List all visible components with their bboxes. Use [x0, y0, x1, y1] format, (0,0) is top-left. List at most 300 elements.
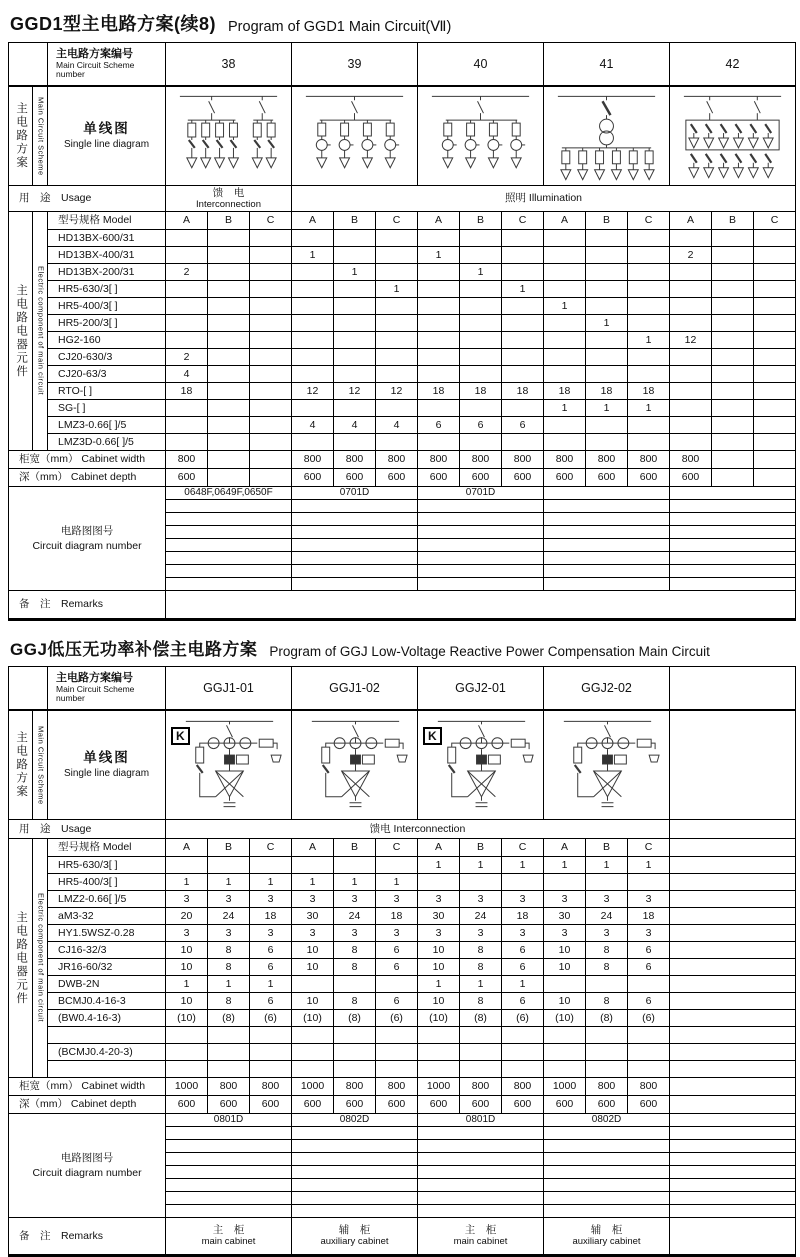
value-cell: 1 — [375, 281, 417, 297]
value-cell: 8 — [459, 993, 501, 1009]
single-line-diagram-ggj2-01 — [417, 711, 543, 819]
value-cell — [417, 1166, 543, 1178]
value-cell: 3 — [165, 925, 207, 941]
value-cell: 1 — [333, 874, 375, 890]
value-cell — [669, 552, 795, 564]
value-cell — [417, 526, 543, 538]
value-cell — [249, 451, 291, 468]
value-cell — [249, 332, 291, 348]
value-cell — [291, 857, 333, 873]
value-cell — [333, 315, 375, 331]
value-cell — [711, 383, 753, 399]
remarks-label: 备 注 Remarks — [19, 1229, 104, 1242]
remark-zh: 主 柜 — [464, 1224, 497, 1236]
value-cell: 600 — [459, 1096, 501, 1113]
value-cell — [165, 400, 207, 416]
usage-feed-zh: 馈 电 — [212, 186, 245, 199]
value-cell: 800 — [459, 451, 501, 468]
value-cell — [165, 298, 207, 314]
value-cell — [291, 500, 417, 512]
row-label: (BW0.4-16-3) — [47, 1010, 165, 1026]
value-cell — [627, 349, 669, 365]
value-cell — [543, 1179, 669, 1191]
value-cell — [543, 874, 585, 890]
value-cell — [669, 1127, 795, 1139]
value-cell — [291, 434, 333, 450]
model-header-row — [47, 212, 795, 230]
value-cell — [333, 434, 375, 450]
cabinet-depth-row — [9, 1096, 795, 1114]
value-cell: B — [459, 212, 501, 229]
value-cell — [291, 552, 417, 564]
value-cell — [165, 578, 291, 590]
remark-en: auxiliary cabinet — [320, 1236, 389, 1248]
value-cell — [291, 1027, 333, 1043]
value-cell — [753, 230, 795, 246]
value-cell — [207, 1044, 249, 1060]
value-cell — [249, 857, 291, 873]
value-cell: B — [333, 212, 375, 229]
value-cell: 3 — [459, 891, 501, 907]
value-cell: GGJ1-02 — [291, 667, 417, 709]
value-cell: B — [585, 212, 627, 229]
value-cell — [711, 332, 753, 348]
table-row — [47, 400, 795, 417]
value-cell — [249, 1061, 291, 1077]
value-cell: 600 — [543, 469, 585, 486]
value-cell: 4 — [291, 417, 333, 433]
value-cell: 0648F,0649F,0650F — [165, 487, 291, 499]
value-cell — [207, 451, 249, 468]
value-cell — [543, 434, 585, 450]
value-cell: 40 — [417, 43, 543, 85]
single-line-diagram-label — [47, 87, 165, 185]
value-cell — [753, 383, 795, 399]
value-cell — [333, 298, 375, 314]
value-cell — [459, 349, 501, 365]
value-cell: 3 — [375, 925, 417, 941]
value-cell — [417, 1061, 459, 1077]
value-cell: 800 — [249, 1078, 291, 1095]
value-cell: 6 — [249, 993, 291, 1009]
value-cell — [585, 1044, 627, 1060]
value-cell: 6 — [417, 417, 459, 433]
value-cell — [543, 526, 669, 538]
value-cell — [585, 247, 627, 263]
cabinet-width-row — [9, 451, 795, 469]
row-label: HY1.5WSZ-0.28 — [47, 925, 165, 941]
value-cell — [543, 247, 585, 263]
value-cell — [291, 1192, 417, 1204]
value-cell — [417, 1140, 543, 1152]
value-cell — [585, 976, 627, 992]
value-cell: 18 — [585, 383, 627, 399]
circuit-diagram-grid — [165, 487, 795, 590]
value-cell — [669, 667, 795, 709]
value-cell: 3 — [375, 891, 417, 907]
remarks-main-cabinet-1 — [165, 1218, 291, 1254]
value-cell — [165, 1179, 291, 1191]
value-cell: (6) — [249, 1010, 291, 1026]
value-cell — [669, 908, 795, 924]
value-cell — [459, 247, 501, 263]
value-cell — [207, 857, 249, 873]
value-cell — [375, 349, 417, 365]
remarks-row — [9, 1218, 795, 1254]
value-cell: 38 — [165, 43, 291, 85]
value-cell — [375, 315, 417, 331]
value-cell — [627, 247, 669, 263]
scheme-number-label — [47, 43, 165, 85]
value-cell — [375, 1027, 417, 1043]
value-cell: 3 — [333, 891, 375, 907]
circuit-label-en: Circuit diagram number — [32, 539, 142, 552]
value-cell: 1 — [459, 976, 501, 992]
scheme-number-header-row — [9, 667, 795, 711]
value-cell: 3 — [585, 925, 627, 941]
value-cell: 1 — [627, 332, 669, 348]
section2-title-en: Program of GGJ Low-Voltage Reactive Power Compensation Main Circuit — [269, 644, 710, 659]
table-row — [47, 434, 795, 450]
row-label: HD13BX-200/31 — [47, 264, 165, 280]
components-grid — [47, 212, 795, 450]
value-cell — [543, 1140, 669, 1152]
table-row — [47, 281, 795, 298]
value-cell — [291, 1061, 333, 1077]
row-label: CJ16-32/3 — [47, 942, 165, 958]
circuit-drawing-41 — [544, 87, 669, 185]
value-cell: 600 — [501, 469, 543, 486]
value-cell — [417, 366, 459, 382]
table-row — [47, 264, 795, 281]
value-cell — [375, 857, 417, 873]
value-cell — [165, 281, 207, 297]
value-cell: 800 — [585, 1078, 627, 1095]
value-cell — [249, 469, 291, 486]
row-label: LMZ2-0.66[ ]/5 — [47, 891, 165, 907]
value-cell — [207, 332, 249, 348]
value-cell — [333, 1027, 375, 1043]
table-row — [47, 891, 795, 908]
value-cell: 800 — [291, 451, 333, 468]
value-cell — [249, 366, 291, 382]
value-cell: 800 — [627, 451, 669, 468]
value-cell: (8) — [207, 1010, 249, 1026]
table-row — [47, 366, 795, 383]
value-cell: 600 — [501, 1096, 543, 1113]
value-cell — [669, 1010, 795, 1026]
value-cell: 10 — [417, 942, 459, 958]
value-cell — [543, 1061, 585, 1077]
value-cell: 10 — [543, 942, 585, 958]
value-cell: 0801D — [417, 1114, 543, 1126]
value-cell: C — [501, 212, 543, 229]
value-cell: 3 — [627, 891, 669, 907]
value-cell — [711, 400, 753, 416]
table-row — [47, 298, 795, 315]
value-cell — [165, 1044, 207, 1060]
value-cell — [249, 298, 291, 314]
value-cell: C — [375, 839, 417, 856]
value-cell — [669, 1179, 795, 1191]
value-cell: 3 — [165, 891, 207, 907]
value-cell — [291, 1044, 333, 1060]
value-cell — [501, 315, 543, 331]
value-cell — [669, 839, 795, 856]
value-cell — [669, 1205, 795, 1217]
value-cell: 0801D — [165, 1114, 291, 1126]
value-cell — [291, 264, 333, 280]
cabinet-depth-label: 深（mm） Cabinet depth — [19, 1098, 137, 1111]
single-line-diagram-42 — [669, 87, 795, 185]
value-cell — [543, 539, 669, 551]
value-cell: 24 — [459, 908, 501, 924]
value-cell: 600 — [585, 1096, 627, 1113]
value-cell — [711, 298, 753, 314]
value-cell: 1000 — [417, 1078, 459, 1095]
row-label: HG2-160 — [47, 332, 165, 348]
sidebar-electric-component-en: Electric component of main circuit — [32, 212, 47, 450]
value-cell — [417, 513, 543, 525]
value-cell — [669, 1061, 795, 1077]
circuit-diagram-number-label — [9, 487, 165, 590]
electric-components-band — [9, 839, 795, 1078]
cabinet-width-row — [9, 1078, 795, 1096]
scheme-number-label-zh: 主电路方案编号 — [56, 671, 133, 684]
scheme-number-label-en1: Main Circuit Scheme — [56, 59, 135, 70]
value-cell: 600 — [207, 1096, 249, 1113]
value-cell: 6 — [375, 959, 417, 975]
table-row — [47, 874, 795, 891]
value-cell: 1 — [165, 976, 207, 992]
value-cell — [417, 552, 543, 564]
value-cell: 600 — [627, 469, 669, 486]
value-cell: 4 — [165, 366, 207, 382]
value-cell — [417, 349, 459, 365]
value-cell: B — [459, 839, 501, 856]
value-cell — [543, 332, 585, 348]
value-cell — [459, 1044, 501, 1060]
circuit-diagram-number-label — [9, 1114, 165, 1217]
value-cell — [543, 500, 669, 512]
value-cell: 12 — [375, 383, 417, 399]
circuit-diagram-grid — [165, 1114, 795, 1217]
row-label: CJ20-63/3 — [47, 366, 165, 382]
table-row — [47, 417, 795, 434]
value-cell: C — [627, 839, 669, 856]
table-row — [47, 315, 795, 332]
value-cell: 800 — [333, 1078, 375, 1095]
value-cell — [291, 1140, 417, 1152]
value-cell — [249, 230, 291, 246]
value-cell — [375, 434, 417, 450]
value-cell: 6 — [501, 942, 543, 958]
value-cell — [165, 434, 207, 450]
sidebar-main-circuit-scheme-zh: 主电路方案 — [15, 102, 28, 170]
value-cell: A — [669, 212, 711, 229]
value-cell — [291, 281, 333, 297]
value-cell — [669, 891, 795, 907]
value-cell — [711, 315, 753, 331]
value-cell — [627, 298, 669, 314]
value-cell: 1 — [375, 874, 417, 890]
circuit-number-row — [165, 487, 795, 500]
table-row — [47, 247, 795, 264]
value-cell: 10 — [165, 993, 207, 1009]
table-row — [165, 1140, 795, 1153]
ggj-scheme-table — [8, 666, 796, 1257]
value-cell: 6 — [501, 959, 543, 975]
value-cell — [291, 976, 333, 992]
value-cell — [291, 1166, 417, 1178]
value-cell — [711, 417, 753, 433]
value-cell — [417, 1044, 459, 1060]
value-cell: 800 — [165, 451, 207, 468]
value-cell: 800 — [375, 451, 417, 468]
remarks-main-cabinet-2 — [417, 1218, 543, 1254]
value-cell — [585, 332, 627, 348]
value-cell — [291, 578, 417, 590]
table-row — [165, 1205, 795, 1217]
value-cell: C — [501, 839, 543, 856]
value-cell: 30 — [543, 908, 585, 924]
value-cell — [207, 366, 249, 382]
value-cell: 2 — [669, 247, 711, 263]
value-cell: (8) — [459, 1010, 501, 1026]
value-cell: 600 — [333, 469, 375, 486]
table-row — [47, 959, 795, 976]
table-row — [165, 513, 795, 526]
value-cell: 1 — [585, 857, 627, 873]
value-cell — [711, 230, 753, 246]
value-cell — [711, 434, 753, 450]
value-cell — [417, 281, 459, 297]
value-cell: 600 — [585, 469, 627, 486]
value-cell: (10) — [543, 1010, 585, 1026]
value-cell — [669, 487, 795, 499]
table-row — [165, 1166, 795, 1179]
value-cell — [249, 417, 291, 433]
value-cell: 24 — [207, 908, 249, 924]
k-marker: K — [423, 727, 442, 745]
value-cell — [165, 526, 291, 538]
value-cell: 1 — [501, 857, 543, 873]
value-cell — [417, 264, 459, 280]
value-cell — [291, 1205, 417, 1217]
row-label: RTO-[ ] — [47, 383, 165, 399]
value-cell: 800 — [543, 451, 585, 468]
value-cell — [669, 857, 795, 873]
single-line-diagram-40 — [417, 87, 543, 185]
value-cell: 30 — [291, 908, 333, 924]
value-cell — [459, 874, 501, 890]
value-cell — [669, 1044, 795, 1060]
value-cell — [501, 1061, 543, 1077]
row-label: HR5-400/3[ ] — [47, 298, 165, 314]
table-row — [165, 1153, 795, 1166]
value-cell — [333, 857, 375, 873]
value-cell: 6 — [627, 993, 669, 1009]
usage-row — [9, 186, 795, 212]
value-cell — [669, 230, 711, 246]
model-header-label: 型号规格 Model — [47, 212, 165, 229]
value-cell: 10 — [417, 959, 459, 975]
value-cell — [627, 281, 669, 297]
remark-en: main cabinet — [201, 1236, 256, 1248]
scheme-number-label-zh: 主电路方案编号 — [56, 47, 133, 60]
sidebar-electric-component-en: Electric component of main circuit — [32, 839, 47, 1077]
value-cell — [375, 976, 417, 992]
value-cell: 8 — [207, 959, 249, 975]
value-cell: 12 — [291, 383, 333, 399]
value-cell: 12 — [333, 383, 375, 399]
value-cell — [543, 315, 585, 331]
value-cell — [291, 539, 417, 551]
cabinet-depth-label: 深（mm） Cabinet depth — [19, 471, 137, 484]
circuit-diagram-number-band — [9, 487, 795, 591]
table-row — [47, 976, 795, 993]
value-cell: 12 — [669, 332, 711, 348]
value-cell — [165, 1153, 291, 1165]
value-cell: 800 — [207, 1078, 249, 1095]
single-line-diagram-row — [9, 87, 795, 186]
table-row — [47, 857, 795, 874]
sidebar-main-circuit-scheme-zh: 主电路方案 — [15, 731, 28, 799]
value-cell: 2 — [165, 349, 207, 365]
value-cell: 3 — [333, 925, 375, 941]
table-row — [47, 993, 795, 1010]
value-cell — [753, 434, 795, 450]
value-cell — [291, 366, 333, 382]
value-cell — [417, 1205, 543, 1217]
value-cell — [669, 565, 795, 577]
value-cell — [165, 552, 291, 564]
value-cell — [543, 1192, 669, 1204]
value-cell — [291, 315, 333, 331]
value-cell — [249, 349, 291, 365]
row-label: (BCMJ0.4-20-3) — [47, 1044, 165, 1060]
cabinet-width-label: 柜宽（mm） Cabinet width — [19, 1080, 146, 1093]
row-label: HR5-400/3[ ] — [47, 874, 165, 890]
row-label: HD13BX-600/31 — [47, 230, 165, 246]
value-cell — [459, 332, 501, 348]
value-cell — [375, 298, 417, 314]
value-cell — [669, 1140, 795, 1152]
value-cell: 42 — [669, 43, 795, 85]
value-cell — [627, 434, 669, 450]
value-cell — [459, 400, 501, 416]
value-cell: 600 — [375, 469, 417, 486]
single-line-label-en: Single line diagram — [63, 139, 150, 150]
value-cell — [543, 976, 585, 992]
value-cell — [417, 874, 459, 890]
scheme-number-label-en2: number — [56, 69, 85, 80]
value-cell: 18 — [501, 908, 543, 924]
value-cell: 3 — [249, 925, 291, 941]
value-cell: 3 — [459, 925, 501, 941]
value-cell — [627, 315, 669, 331]
table-row — [165, 552, 795, 565]
circuit-label-zh: 电路图图号 — [60, 1152, 114, 1165]
value-cell — [669, 264, 711, 280]
value-cell — [207, 383, 249, 399]
value-cell — [249, 434, 291, 450]
value-cell: 8 — [459, 942, 501, 958]
value-cell — [669, 281, 711, 297]
value-cell: A — [543, 212, 585, 229]
value-cell: 18 — [459, 383, 501, 399]
value-cell — [165, 1140, 291, 1152]
